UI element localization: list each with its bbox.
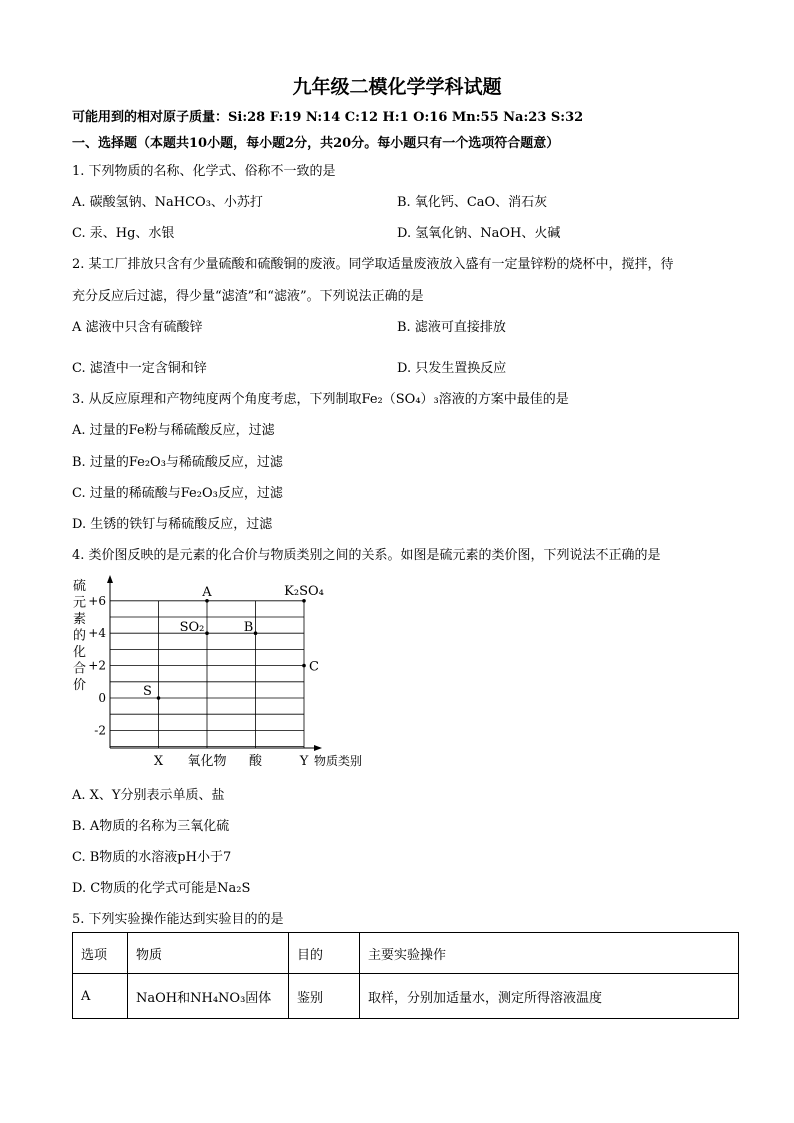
header-cell: 主要实验操作 (360, 933, 739, 974)
page-title: 九年级二模化学学科试题 (292, 76, 502, 98)
q3-option-a: A. 过量的Fe粉与稀硫酸反应，过滤 (72, 423, 275, 438)
data-point-label: C (309, 659, 319, 675)
data-point (157, 696, 161, 700)
x-tick-label: Y (299, 754, 309, 769)
q3-option-b: B. 过量的Fe₂O₃与稀硫酸反应，过滤 (72, 455, 283, 470)
q4-option-b: B. A物质的名称为三氧化硫 (72, 819, 230, 834)
q4-stem: 4. 类价图反映的是元素的化合价与物质类别之间的关系。如图是硫元素的类价图，下列说法不正确的是 (72, 548, 661, 563)
x-tick-labels (154, 753, 309, 769)
y-axis-label-char: 合 (73, 661, 87, 677)
y-tick-label: +4 (88, 626, 106, 641)
q4-option-a: A. X、Y分别表示单质、盐 (72, 788, 225, 803)
x-tick-label: 酸 (248, 754, 263, 769)
data-point (254, 631, 258, 635)
x-tick-label: X (153, 754, 164, 769)
y-axis-label-char: 化 (73, 645, 87, 660)
y-tick-label: +2 (88, 658, 106, 673)
q2-stem-line2: 充分反应后过滤，得少量“滤渣”和“滤液”。下列说法正确的是 (72, 289, 424, 304)
q5-table (72, 932, 739, 1019)
y-axis-label (73, 579, 86, 693)
data-point (205, 631, 209, 635)
data-point-label: S (143, 684, 152, 699)
data-points (143, 584, 324, 700)
data-point (302, 664, 306, 668)
x-axis-label: 物质类别 (314, 754, 363, 768)
data-point-label: SO₂ (179, 620, 205, 636)
table-cell: 鉴别 (289, 974, 360, 1019)
q2-stem-line1: 2. 某工厂排放只含有少量硫酸和硫酸铜的废液。同学取适量废液放入盛有一定量锌粉的烧杯中，搅拌，待 (72, 257, 674, 272)
q2-option-b: B. 滤液可直接排放 (397, 320, 506, 335)
y-tick-label: 0 (98, 691, 106, 705)
x-tick-label: 氧化物 (187, 754, 227, 769)
q3-stem: 3. 从反应原理和产物纯度两个角度考虑，下列制取Fe₂（SO₄）₃溶液的方案中最佳的是 (72, 392, 569, 407)
data-point-label: K₂SO₄ (284, 583, 324, 599)
valence-chart (60, 572, 380, 772)
q2-option-d: D. 只发生置换反应 (397, 361, 507, 376)
y-axis-label-char: 的 (73, 628, 87, 644)
chart-grid (110, 601, 304, 748)
q2-option-c: C. 滤渣中一定含铜和锌 (72, 361, 207, 376)
q4-option-d: D. C物质的化学式可能是Na₂S (72, 881, 251, 896)
y-axis-arrow (107, 575, 113, 583)
q3-option-d: D. 生锈的铁钉与稀硫酸反应，过滤 (72, 517, 273, 532)
header-cell: 选项 (73, 933, 128, 974)
q4-option-c: C. B物质的水溶液pH小于7 (72, 850, 232, 865)
y-axis-label-char: 硫 (73, 579, 87, 594)
q3-option-c: C. 过量的稀硫酸与Fe₂O₃反应，过滤 (72, 486, 283, 501)
table-row (73, 974, 739, 1019)
q1-option-a: A. 碳酸氢钠、NaHCO₃、小苏打 (72, 195, 263, 210)
table-header-row (73, 933, 739, 974)
x-axis-arrow (314, 745, 322, 751)
y-tick-label: +6 (88, 593, 106, 608)
y-tick-labels (88, 594, 106, 738)
table-cell: 取样，分别加适量水，测定所得溶液温度 (360, 974, 739, 1019)
data-point (302, 599, 306, 603)
q1-option-c: C. 汞、Hg、水银 (72, 226, 175, 241)
q2-option-a: A 滤液中只含有硫酸锌 (72, 320, 203, 335)
data-point-label: A (202, 584, 212, 600)
atomic-masses: 可能用到的相对原子质量：Si:28 F:19 N:14 C:12 H:1 O:16 Mn:55 Na:23 S:32 (72, 110, 584, 125)
table-cell: A (73, 974, 128, 1019)
header-cell: 物质 (128, 933, 289, 974)
q5-stem: 5. 下列实验操作能达到实验目的的是 (72, 912, 284, 927)
header-cell: 目的 (289, 933, 360, 974)
y-axis-label-char: 价 (73, 678, 87, 693)
y-tick-label: -2 (94, 723, 106, 738)
table-cell: NaOH和NH₄NO₃固体 (128, 974, 289, 1019)
data-point-label: B (243, 620, 254, 636)
y-axis-label-char: 素 (73, 612, 87, 627)
y-axis-label-char: 元 (73, 595, 87, 611)
q1-stem: 1. 下列物质的名称、化学式、俗称不一致的是 (72, 164, 336, 179)
section-heading: 一、选择题（本题共10小题，每小题2分，共20分。每小题只有一个选项符合题意） (72, 136, 560, 151)
q1-option-d: D. 氢氧化钠、NaOH、火碱 (397, 226, 561, 241)
q1-option-b: B. 氧化钙、CaO、消石灰 (397, 195, 548, 210)
